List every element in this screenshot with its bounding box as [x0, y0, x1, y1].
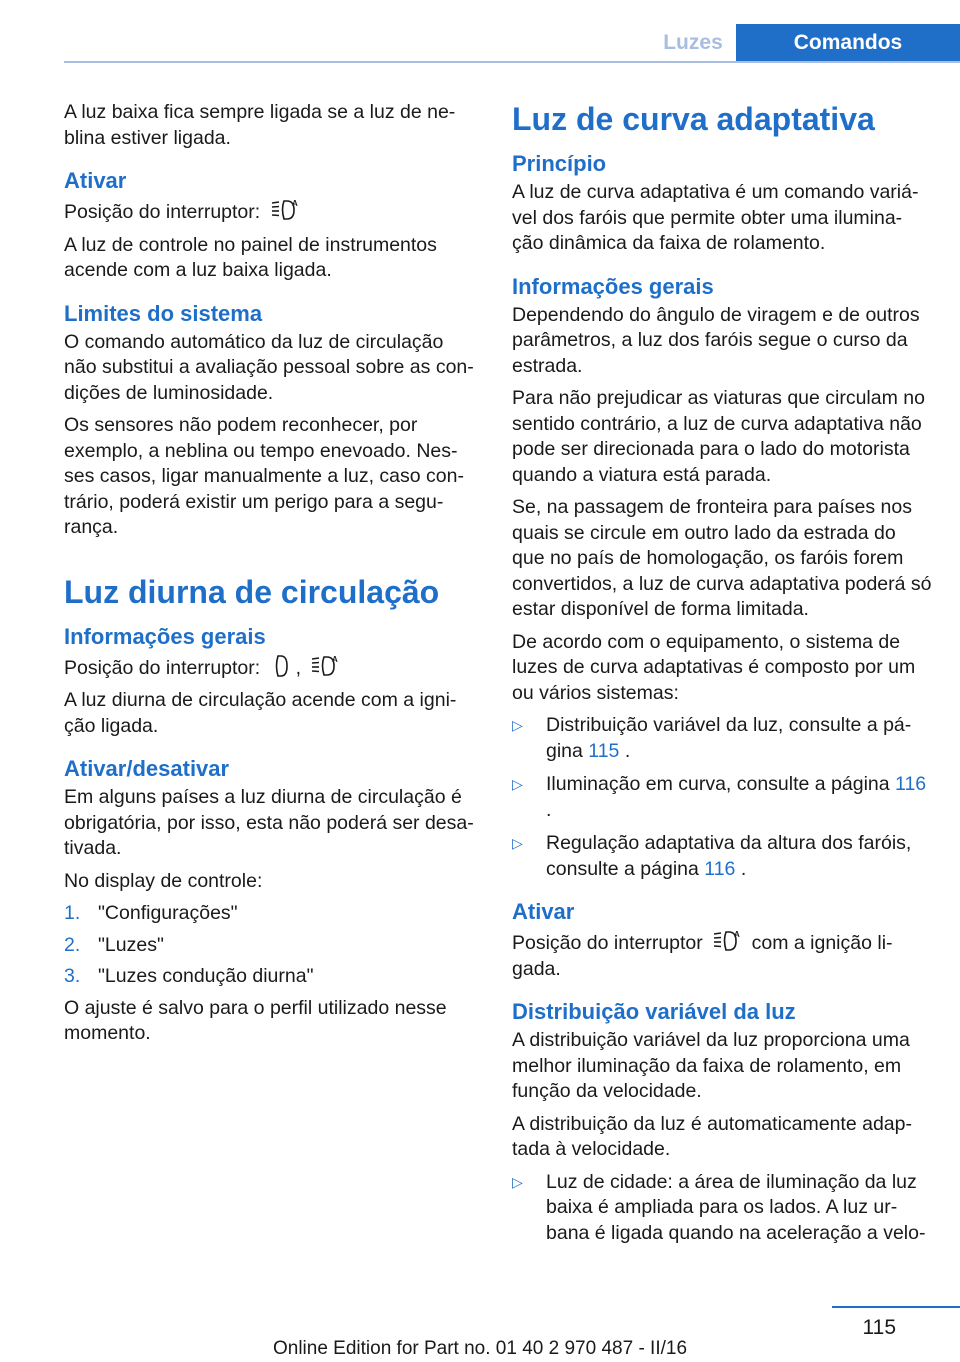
svg-text:A: A: [734, 930, 740, 939]
cidade-text: Luz de cidade: a área de iluminação da luz baixa é ampliada para os lados. A luz ur-bana é ligada quando na aceleração a velo-: [546, 1170, 926, 1244]
ativar-switch-text: Posição do interruptor:: [64, 201, 261, 223]
system-text: Iluminação em curva, consulte a página: [546, 773, 890, 795]
ativar-switch-line: [64, 197, 478, 226]
info-text: A luz diurna de circulação acende com a igni-ção ligada.: [64, 689, 457, 737]
list-item: [512, 831, 932, 882]
list-item: [512, 772, 932, 823]
ativdes-paragraph-2: No display de controle:: [64, 869, 263, 892]
svg-text:A: A: [332, 654, 339, 664]
limites-heading: Limites do sistema: [64, 300, 263, 326]
auto-headlight-icon: [310, 653, 340, 679]
ativar-text: A luz de controle no painel de instrumentos acende com a luz baixa ligada.: [64, 233, 437, 281]
diurna-heading: Luz diurna de circulação: [64, 573, 440, 610]
right-column: [512, 100, 932, 1254]
ativar-pre-text: Posição do interruptor: [512, 932, 703, 954]
curva-heading: Luz de curva adaptativa: [512, 101, 875, 137]
steps-list: [64, 901, 478, 990]
info-heading: Informações gerais: [64, 623, 266, 649]
ativdes-heading: Ativar/desativar: [64, 756, 230, 781]
list-item: [512, 1170, 932, 1247]
triangle-bullet-icon: ▷: [512, 835, 523, 851]
system-text: Distribuição variável da luz, consulte a pá-gina: [546, 714, 912, 762]
ativdes-paragraph-1: Em alguns países a luz diurna de circulação é obrigatória, por isso, esta não poderá ser desa-tivada.: [64, 786, 474, 859]
page-reference-link[interactable]: 115: [588, 739, 620, 762]
page-reference-link[interactable]: 116: [895, 773, 927, 795]
limites-paragraph-1: O comando automático da luz de circulação não substitui a avaliação pessoal sobre as con-dições de luminosidade.: [64, 330, 474, 404]
auto-headlight-icon: [712, 928, 742, 954]
info-paragraph-4: De acordo com o equipamento, o sistema de luzes de curva adaptativas é composto por um ou vários sistemas:: [512, 630, 916, 704]
svg-text:A: A: [291, 199, 298, 208]
distrib-list: [512, 1170, 932, 1247]
step-text: "Configurações": [98, 902, 238, 924]
principio-text: A luz de curva adaptativa é um comando variá-vel dos faróis que permite obter uma ilumina-ção dinâmica da faixa de rolamento.: [512, 181, 919, 254]
step-text: "Luzes": [98, 933, 164, 956]
info-switch-text: Posição do interruptor:: [64, 656, 261, 679]
ativar-heading-right: Ativar: [512, 899, 575, 924]
info-gerais-heading: Informações gerais: [512, 273, 714, 299]
distrib-paragraph-2: A distribuição da luz é automaticamente adap-tada à velocidade.: [512, 1112, 912, 1160]
list-item: [64, 901, 478, 927]
info-paragraph-1: Dependendo do ângulo de viragem e de outros parâmetros, a luz dos faróis segue o curso da estrada.: [512, 303, 920, 377]
page-reference-link[interactable]: 116: [704, 857, 736, 880]
ativdes-paragraph-3: O ajuste é salvo para o perfil utilizado nesse momento.: [64, 996, 447, 1044]
systems-list: [512, 713, 932, 882]
info-switch-line: [64, 653, 478, 682]
distrib-paragraph-1: A distribuição variável da luz proporciona uma melhor iluminação da faixa de rolamento, em função da velocidade.: [512, 1029, 910, 1102]
system-end: .: [546, 798, 552, 821]
auto-headlight-icon: [270, 197, 300, 223]
header-rule: [64, 61, 960, 63]
system-end: .: [740, 857, 747, 880]
list-item: [64, 933, 478, 959]
triangle-bullet-icon: ▷: [512, 1173, 523, 1190]
principio-heading: Princípio: [512, 151, 607, 176]
info-paragraph-2: Para não prejudicar as viaturas que circulam no sentido contrário, a luz de curva adaptativa não pode ser direcionada para o lado do motorista quando a viatura está parada.: [512, 387, 925, 486]
step-text: "Luzes condução diurna": [98, 965, 314, 987]
header-tab-luzes: Luzes: [663, 31, 723, 54]
triangle-bullet-icon: ▷: [512, 776, 523, 792]
header-tab-comandos: Comandos: [736, 24, 960, 62]
left-column: [64, 100, 478, 1054]
step-number: 1.: [64, 902, 81, 924]
step-number: 3.: [64, 965, 81, 987]
headlight-off-icon: [270, 653, 292, 679]
list-item: [64, 964, 478, 990]
info-paragraph-3: Se, na passagem de fronteira para países nos quais se circule em outro lado da estrada do que no país de homologação, os faróis forem convertidos, a luz de curva adaptativa poderá só estar disponível de forma limitada.: [512, 496, 932, 620]
ativar-switch-line-right: [512, 928, 932, 982]
step-number: 2.: [64, 933, 81, 956]
ativar-heading: Ativar: [64, 168, 127, 193]
triangle-bullet-icon: ▷: [512, 717, 523, 733]
info-comma: ,: [295, 656, 302, 679]
system-end: .: [624, 739, 631, 762]
edition-footer: Online Edition for Part no. 01 40 2 970 487 - II/16: [272, 1338, 688, 1359]
ativar-post-text: com a ignição li-gada.: [512, 932, 893, 980]
list-item: [512, 713, 932, 764]
footer-rule: [832, 1306, 960, 1308]
page-number: 115: [862, 1316, 896, 1339]
intro-paragraph: A luz baixa fica sempre ligada se a luz de ne-blina estiver ligada.: [64, 101, 456, 149]
distrib-heading: Distribuição variável da luz: [512, 999, 796, 1024]
system-text: Regulação adaptativa da altura dos faróis, consulte a página: [546, 832, 912, 880]
limites-paragraph-2: Os sensores não podem reconhecer, por exemplo, a neblina ou tempo enevoado. Nes-ses casos, ligar manualmente a luz, caso con-trário, poderá existir um perigo para a segu-rança.: [64, 414, 464, 538]
